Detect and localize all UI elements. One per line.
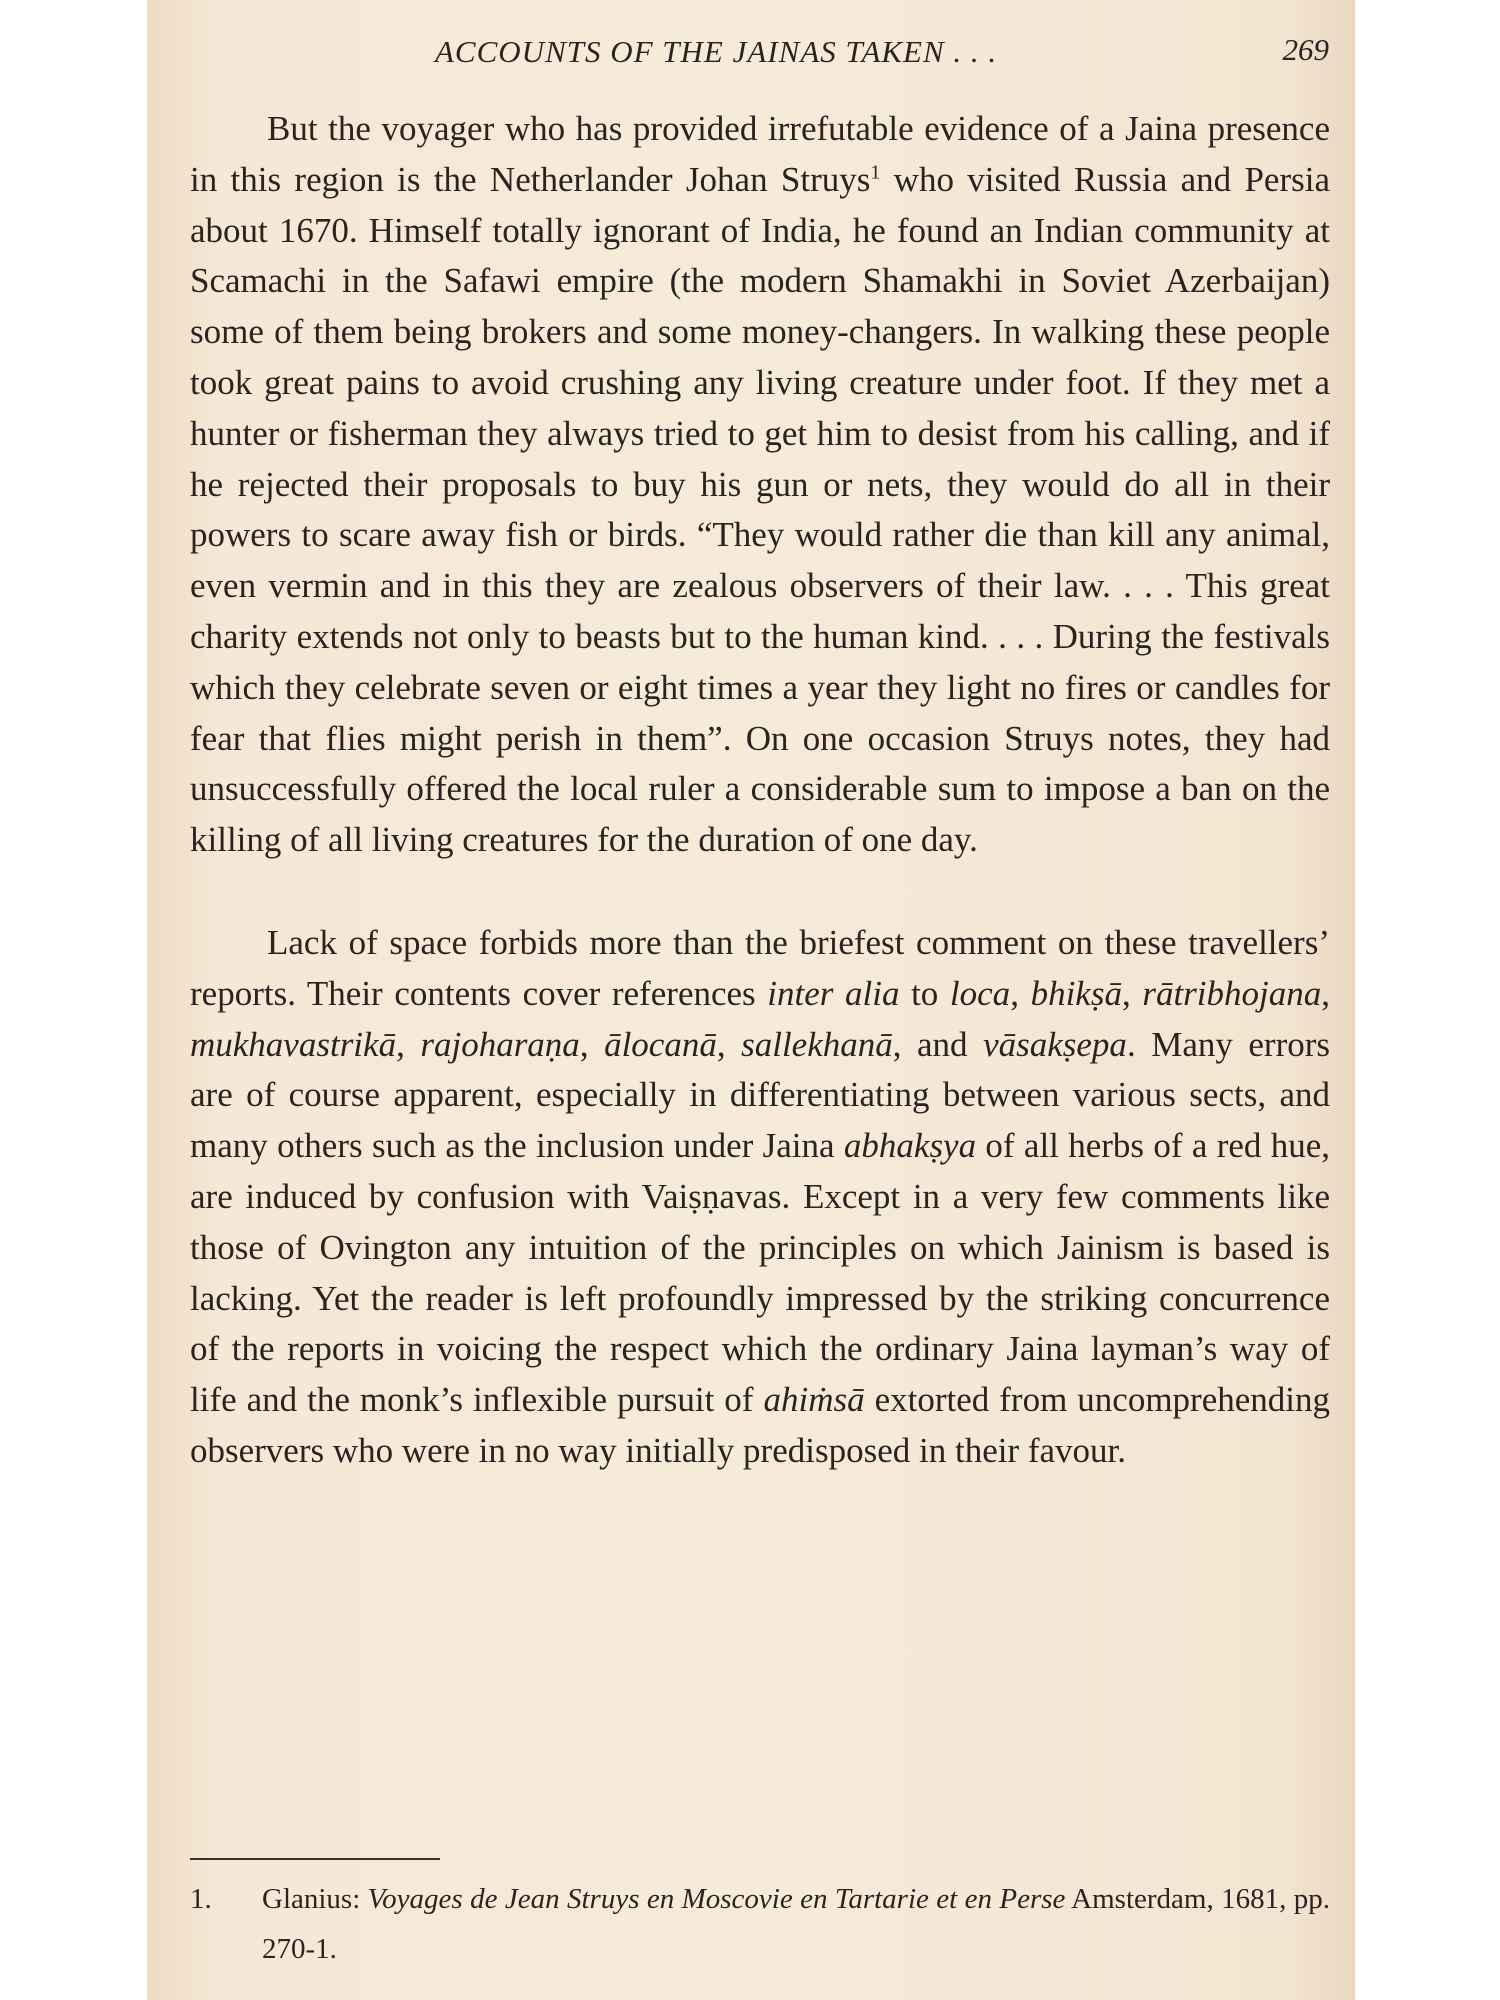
italic-term: vāsakṣepa <box>983 1024 1127 1064</box>
footnote-title: Voyages de Jean Struys en Moscovie en Tartarie et en Perse <box>367 1883 1066 1915</box>
footnote-reference: 1 <box>870 161 881 184</box>
paragraph-text: extorted from uncomprehending observers who were in no way initially predisposed in their favour. <box>190 1380 1330 1470</box>
paragraph-text: Lack of space forbids more than the briefest comment on these travellers’ reports. Their contents cover references <box>190 922 1330 1013</box>
footnote <box>190 1874 1330 1974</box>
paragraph-text: , and <box>892 1024 984 1064</box>
italic-term: sallekhanā <box>741 1024 893 1064</box>
page-body <box>190 104 1330 1477</box>
footnote-author: Glanius: <box>262 1883 368 1915</box>
italic-term: ahiṁsā <box>763 1380 865 1420</box>
italic-term: rajoharaṇa <box>420 1024 580 1064</box>
running-title: ACCOUNTS OF THE JAINAS TAKEN . . . <box>435 34 998 69</box>
paragraph-text: , <box>579 1024 605 1064</box>
page-header <box>147 28 1355 72</box>
italic-term: inter alia <box>767 973 900 1013</box>
book-page <box>147 0 1355 2000</box>
italic-term: bhikṣā <box>1030 973 1122 1013</box>
italic-term: loca <box>949 973 1011 1013</box>
paragraph-text: , <box>1321 973 1330 1013</box>
paragraph-struys <box>190 104 1330 866</box>
paragraph-text: to <box>899 973 950 1013</box>
footnote-divider <box>190 1858 440 1860</box>
italic-term: rātribhojana <box>1142 973 1322 1013</box>
italic-term: mukhavastrikā <box>190 1024 397 1064</box>
paragraph-text: of all herbs of a red hue, are induced by confusion with Vaiṣṇavas. Except in a very few comments like those of Ovington any intuition of the principles on which Jainism is based is lacking. Yet the reader is left profoundly impressed by the striking concurrence of the reports in voicing the respect which the ordinary Jaina layman’s way of life and the monk’s inflexible pursuit of <box>190 1126 1330 1420</box>
paragraph-text: , <box>1121 973 1143 1013</box>
paragraph-text: , <box>396 1024 421 1064</box>
paragraph-comment <box>190 918 1330 1477</box>
page-number: 269 <box>1282 32 1329 67</box>
italic-term: abhakṣya <box>843 1126 977 1166</box>
italic-term: ālocanā <box>604 1024 717 1064</box>
paragraph-text: But the voyager who has provided irrefutable evidence of a Jaina presence in this region is the Netherlander Johan Struys <box>190 109 1330 199</box>
paragraph-text: , <box>1010 973 1031 1013</box>
paragraph-text: , <box>716 1024 742 1064</box>
paragraph-text: who visited Russia and Persia about 1670. Himself totally ignorant of India, he found an Indian community at Scamachi in the Safawi empire (the modern Shamakhi in Soviet Azerbaijan) some of them being brokers and some money-changers. In walking these people took great pains to avoid crushing any living creature under foot. If they met a hunter or fisherman they always tried to get him to desist from his calling, and if he rejected their proposals to buy his gun or nets, they would do all in their powers to scare away fish or birds. “They would rather die than kill any animal, even vermin and in this they are zealous observers of their law. . . . This great charity extends not only to beasts but to the human kind. . . . During the festivals which they celebrate seven or eight times a year they light no fires or candles for fear that flies might perish in them”. On one occasion Struys notes, they had unsuccessfully offered the local ruler a considerable sum to impose a ban on the killing of all living creatures for the duration of one day. <box>190 159 1330 860</box>
footnote-number: 1. <box>190 1883 212 1915</box>
paragraph-text: . Many errors are of course apparent, especially in differentiating between various sects, and many others such as the inclusion under Jaina <box>190 1024 1330 1166</box>
footnote-publication: Amsterdam, 1681, pp. 270-1. <box>262 1883 1330 1965</box>
